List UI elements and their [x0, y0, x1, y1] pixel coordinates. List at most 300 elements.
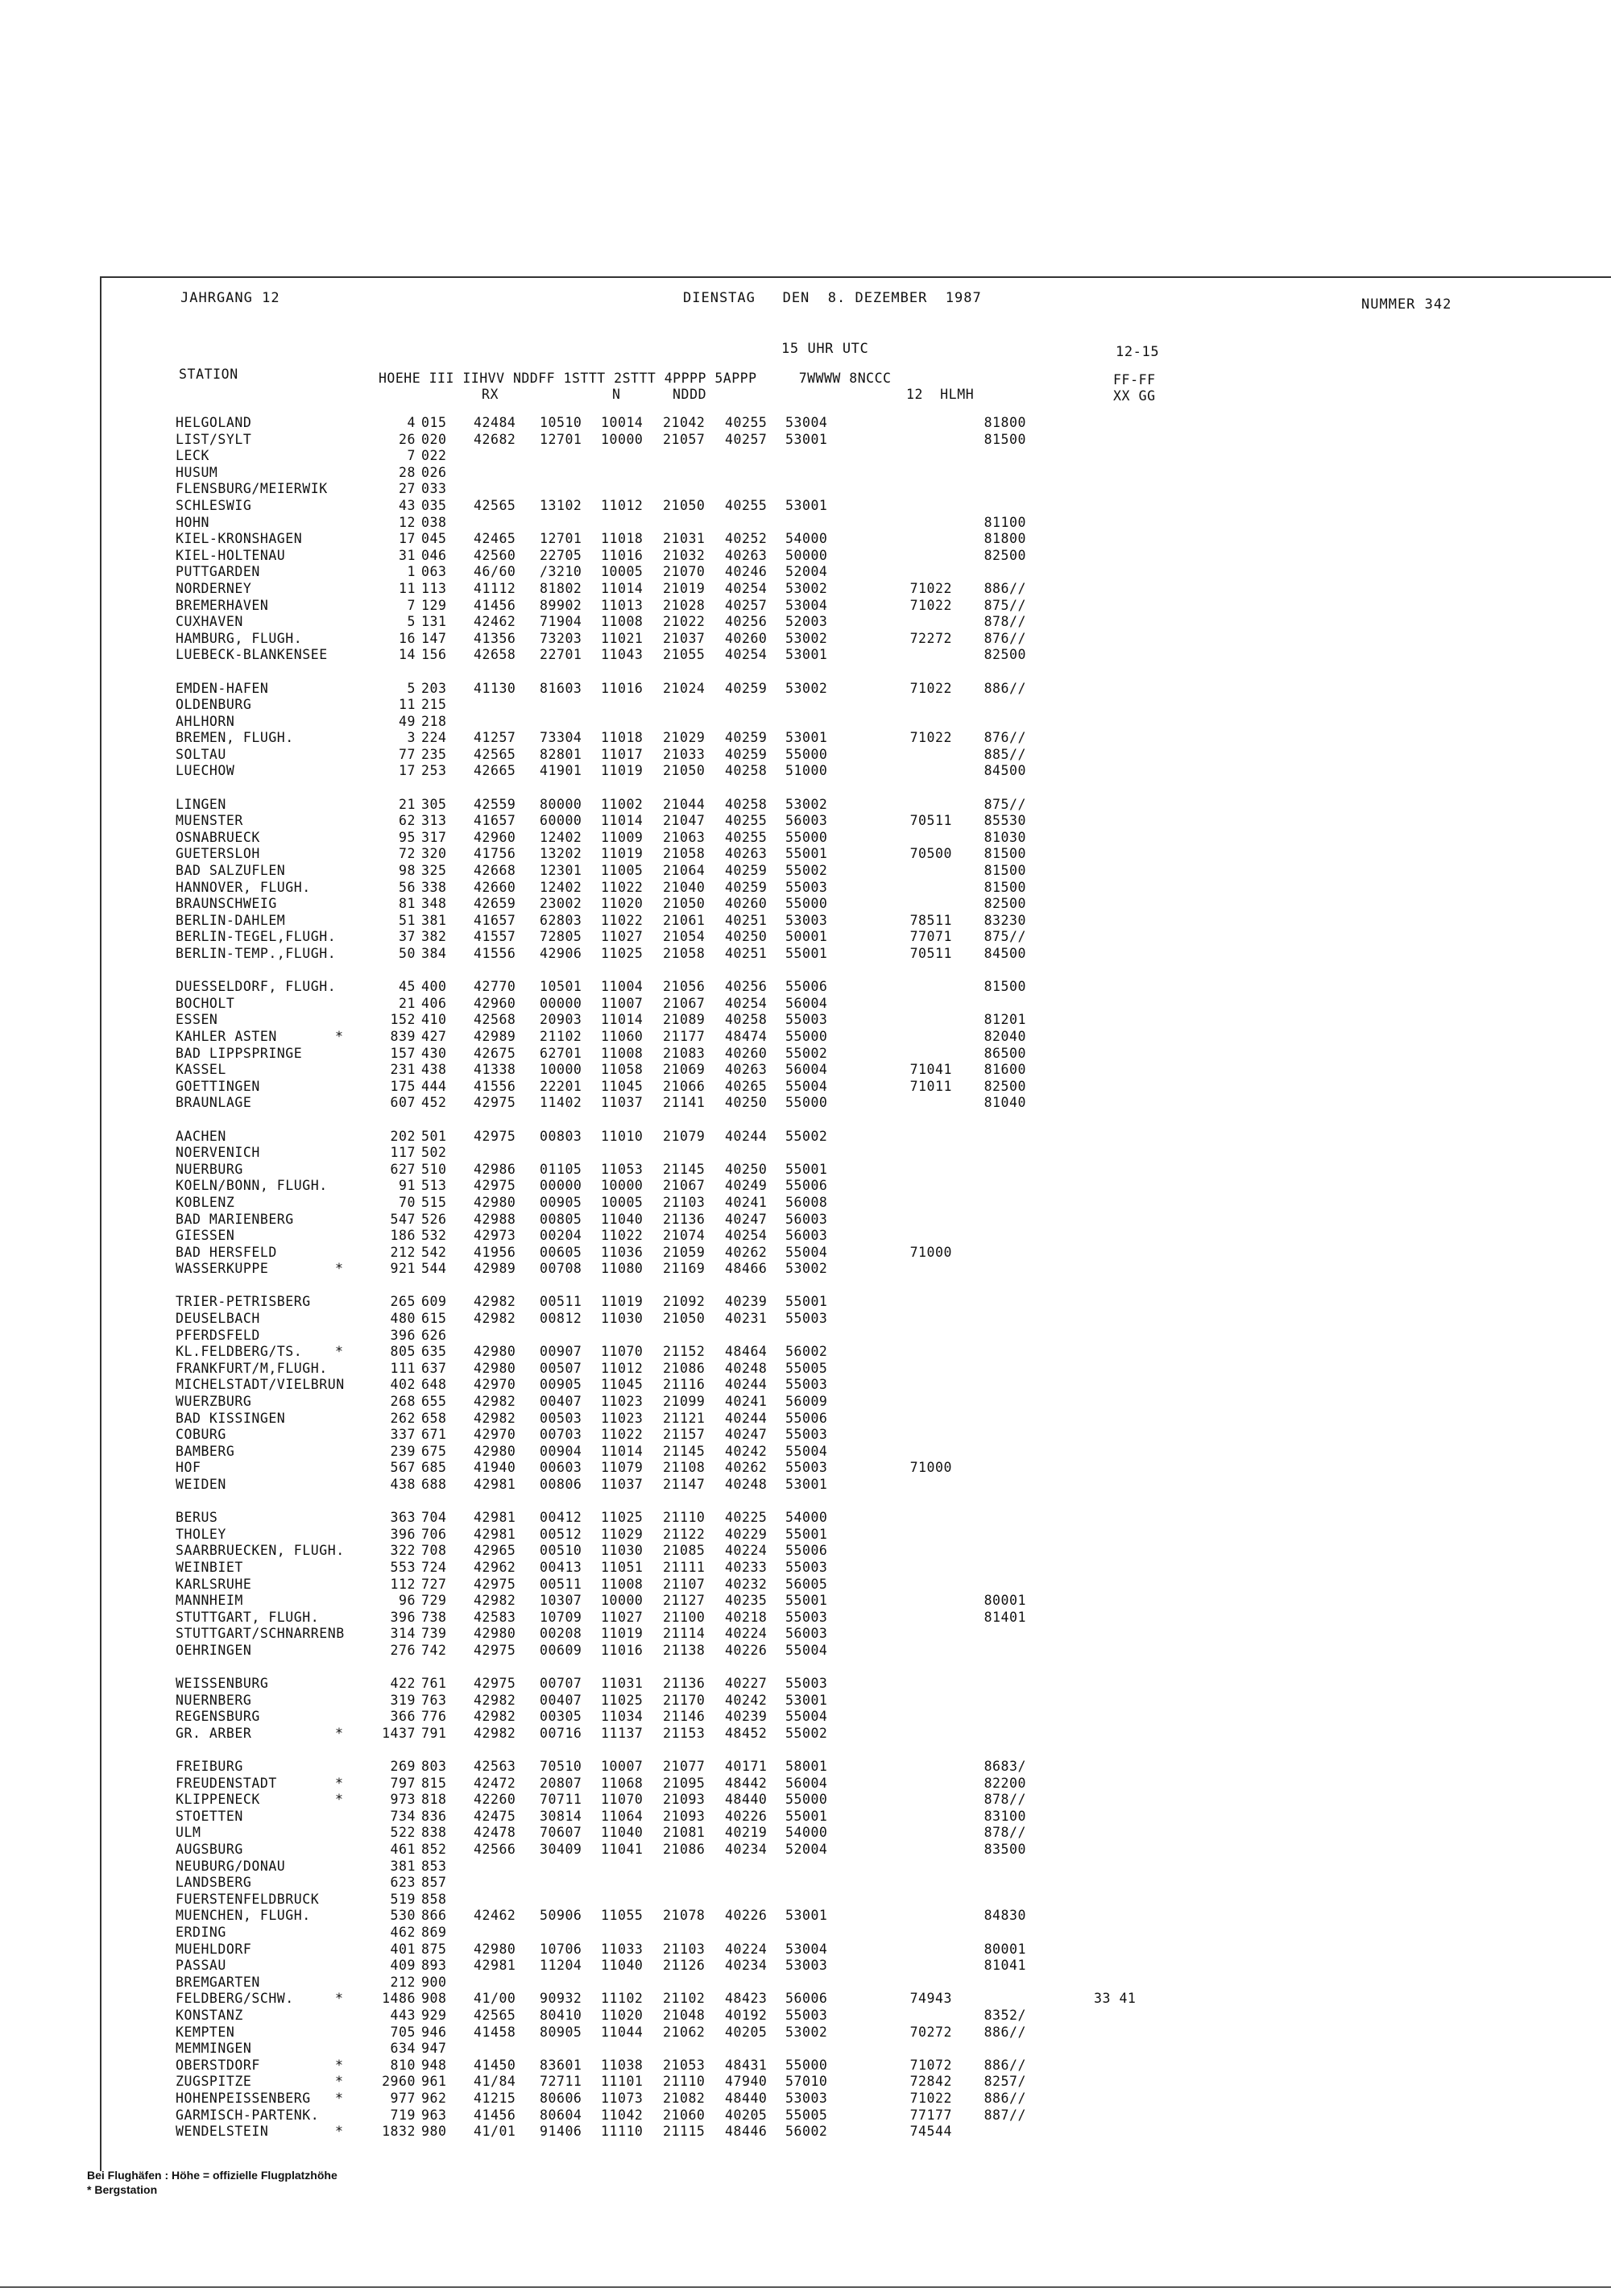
cell-c5: 40265: [725, 1078, 768, 1094]
cell-c5: 48440: [725, 2090, 768, 2106]
station-name: GOETTINGEN: [176, 1078, 260, 1094]
cell-c3: 11020: [601, 2008, 644, 2023]
cell-iii: 510: [421, 1161, 447, 1177]
station-name: COBURG: [176, 1427, 226, 1443]
cell-iii: 961: [421, 2074, 447, 2090]
cell-c2: 80606: [540, 2090, 582, 2106]
cell-c5: 40254: [725, 580, 768, 596]
cell-c8: 82500: [984, 896, 1026, 912]
cell-c5: 40244: [725, 1377, 768, 1393]
cell-c8: 86500: [984, 1045, 1026, 1061]
cell-c4: 21100: [663, 1609, 706, 1625]
cell-c6: 50000: [785, 547, 828, 563]
cell-c1: 41556: [474, 946, 516, 961]
cell-c4: 21060: [663, 2107, 706, 2123]
cell-c1: 42980: [474, 1443, 516, 1459]
cell-c1: 41657: [474, 813, 516, 829]
cell-c3: 11058: [601, 1062, 644, 1078]
cell-c2: 71904: [540, 614, 582, 630]
issue-number: NUMMER 342: [1361, 296, 1452, 313]
cell-c6: 53003: [785, 912, 828, 928]
cell-iii: 224: [421, 730, 447, 746]
cell-c1: 41756: [474, 846, 516, 862]
cell-c4: 21157: [663, 1427, 706, 1443]
cell-c3: 10000: [601, 1593, 644, 1609]
cell-c4: 21070: [663, 564, 706, 580]
cell-c3: 11020: [601, 896, 644, 912]
cell-c2: 22701: [540, 647, 582, 663]
cell-c6: 55002: [785, 1128, 828, 1144]
cell-c4: 21136: [663, 1676, 706, 1692]
cell-c5: 40250: [725, 1161, 768, 1177]
cell-hoehe: 21: [399, 796, 416, 812]
cell-c7: 77071: [909, 929, 952, 945]
cell-hoehe: 21: [399, 995, 416, 1011]
cell-c4: 21083: [663, 1045, 706, 1061]
cell-c4: 21170: [663, 1692, 706, 1708]
cell-c8: 81201: [984, 1012, 1026, 1028]
cell-c5: 40259: [725, 863, 768, 879]
cell-hoehe: 51: [399, 912, 416, 928]
cell-c3: 11016: [601, 680, 644, 696]
cell-c6: 53002: [785, 680, 828, 696]
cell-c4: 21146: [663, 1709, 706, 1725]
station-name: GUETERSLOH: [176, 846, 260, 862]
cell-c1: 42565: [474, 746, 516, 762]
cell-iii: 893: [421, 1958, 447, 1974]
cell-hoehe: 81: [399, 896, 416, 912]
cell-hoehe: 17: [399, 531, 416, 547]
cell-c8: 886//: [984, 580, 1026, 596]
cell-c8: 82500: [984, 1078, 1026, 1094]
cell-c1: 41456: [474, 2107, 516, 2123]
cell-c6: 52003: [785, 614, 828, 630]
cell-c5: 40259: [725, 879, 768, 895]
station-name: WEIDEN: [176, 1477, 226, 1492]
cell-c3: 11014: [601, 580, 644, 596]
cell-c5: 40263: [725, 846, 768, 862]
cell-iii: 063: [421, 564, 447, 580]
cell-hoehe: 322: [390, 1543, 416, 1559]
cell-c2: 80905: [540, 2024, 582, 2040]
cell-iii: 348: [421, 896, 447, 912]
station-name: BRAUNSCHWEIG: [176, 896, 277, 912]
cell-c6: 53001: [785, 431, 828, 447]
cell-c1: 42660: [474, 879, 516, 895]
station-name: HUSUM: [176, 464, 218, 480]
cell-c2: 00407: [540, 1692, 582, 1708]
cell-hoehe: 319: [390, 1692, 416, 1708]
cell-c4: 21138: [663, 1642, 706, 1658]
cell-hoehe: 152: [390, 1012, 416, 1028]
station-name: BERLIN-DAHLEM: [176, 912, 286, 928]
cell-c3: 11101: [601, 2074, 644, 2090]
cell-c2: 82801: [540, 746, 582, 762]
cell-c7: 72272: [909, 630, 952, 646]
cell-hoehe: 202: [390, 1128, 416, 1144]
cell-c6: 56003: [785, 813, 828, 829]
cell-hoehe: 1486: [382, 1991, 416, 2007]
cell-c6: 50001: [785, 929, 828, 945]
cell-c1: 41557: [474, 929, 516, 945]
cell-hoehe: 462: [390, 1925, 416, 1941]
station-name: BERLIN-TEGEL,FLUGH.: [176, 929, 337, 945]
cell-c3: 11070: [601, 1344, 644, 1360]
cell-c4: 21032: [663, 547, 706, 563]
cell-c2: 73304: [540, 730, 582, 746]
cell-hoehe: 810: [390, 2057, 416, 2073]
cell-hoehe: 70: [399, 1194, 416, 1210]
cell-c3: 11037: [601, 1095, 644, 1111]
cell-c8: 83230: [984, 912, 1026, 928]
cell-c4: 21092: [663, 1294, 706, 1310]
cell-c5: 48423: [725, 1991, 768, 2007]
cell-c5: 40241: [725, 1194, 768, 1210]
cell-c4: 21069: [663, 1062, 706, 1078]
cell-c5: 48474: [725, 1028, 768, 1044]
station-name: MUEHLDORF: [176, 1941, 252, 1957]
cell-iii: 648: [421, 1377, 447, 1393]
cell-c3: 11036: [601, 1244, 644, 1260]
cell-hoehe: 265: [390, 1294, 416, 1310]
cell-c6: 55000: [785, 1792, 828, 1808]
cell-c3: 11022: [601, 1427, 644, 1443]
cell-c3: 11007: [601, 995, 644, 1011]
cell-c2: 62701: [540, 1045, 582, 1061]
cell-c4: 21141: [663, 1095, 706, 1111]
cell-c6: 55001: [785, 1526, 828, 1542]
cell-c1: 42982: [474, 1709, 516, 1725]
cell-c2: 00806: [540, 1477, 582, 1492]
cell-c5: 40263: [725, 1062, 768, 1078]
cell-c6: 53001: [785, 1477, 828, 1492]
station-name: FLENSBURG/MEIERWIK: [176, 481, 328, 497]
cell-c2: 83601: [540, 2057, 582, 2073]
cell-c7: 71011: [909, 1078, 952, 1094]
cell-c6: 53004: [785, 597, 828, 613]
cell-hoehe: 11: [399, 580, 416, 596]
cell-c3: 11008: [601, 1576, 644, 1592]
cell-c8: 875//: [984, 796, 1026, 812]
station-name: MANNHEIM: [176, 1593, 243, 1609]
cell-c1: 42475: [474, 1808, 516, 1824]
cell-c4: 21085: [663, 1543, 706, 1559]
cell-c1: 42975: [474, 1178, 516, 1194]
cell-c4: 21028: [663, 597, 706, 613]
station-name: THOLEY: [176, 1526, 226, 1542]
cell-iii: 501: [421, 1128, 447, 1144]
cell-c1: 42960: [474, 995, 516, 1011]
cell-c2: 70711: [540, 1792, 582, 1808]
cell-iii: 815: [421, 1775, 447, 1791]
cell-c5: 48440: [725, 1792, 768, 1808]
cell-iii: 980: [421, 2124, 447, 2140]
cell-c3: 11034: [601, 1709, 644, 1725]
cell-c6: 53003: [785, 1958, 828, 1974]
cell-iii: 452: [421, 1095, 447, 1111]
cell-hoehe: 28: [399, 464, 416, 480]
cell-hoehe: 797: [390, 1775, 416, 1791]
cell-hoehe: 11: [399, 697, 416, 713]
cell-c6: 56002: [785, 1344, 828, 1360]
cell-iii: 526: [421, 1211, 447, 1227]
cell-c3: 11027: [601, 1609, 644, 1625]
cell-c8: 81041: [984, 1958, 1026, 1974]
station-name: OEHRINGEN: [176, 1642, 252, 1658]
cell-iii: 513: [421, 1178, 447, 1194]
cell-c1: 42975: [474, 1642, 516, 1658]
cell-c5: 48466: [725, 1261, 768, 1277]
cell-hoehe: 623: [390, 1875, 416, 1891]
cell-c2: 00605: [540, 1244, 582, 1260]
report-date: DIENSTAG DEN 8. DEZEMBER 1987: [683, 290, 982, 306]
cell-c1: 42980: [474, 1194, 516, 1210]
cell-c6: 52004: [785, 564, 828, 580]
cell-hoehe: 27: [399, 481, 416, 497]
station-name: OSNABRUECK: [176, 829, 260, 845]
cell-iii: 313: [421, 813, 447, 829]
cell-c6: 53004: [785, 1941, 828, 1957]
cell-c1: 42975: [474, 1095, 516, 1111]
station-name: GIESSEN: [176, 1228, 235, 1244]
station-name: WENDELSTEIN: [176, 2124, 269, 2140]
station-name: REGENSBURG: [176, 1709, 260, 1725]
cell-c1: 42980: [474, 1344, 516, 1360]
cell-c7: 71022: [909, 597, 952, 613]
cell-c6: 55004: [785, 1709, 828, 1725]
cell-c3: 11033: [601, 1941, 644, 1957]
cell-c4: 21110: [663, 2074, 706, 2090]
cell-c2: 60000: [540, 813, 582, 829]
cell-c4: 21037: [663, 630, 706, 646]
cell-c2: 00305: [540, 1709, 582, 1725]
cell-c8: 80001: [984, 1941, 1026, 1957]
cell-c3: 11053: [601, 1161, 644, 1177]
cell-c5: 40262: [725, 1460, 768, 1476]
cell-c6: 55000: [785, 2057, 828, 2073]
cell-iii: 113: [421, 580, 447, 596]
cell-star: *: [335, 1792, 344, 1808]
cell-c4: 21169: [663, 1261, 706, 1277]
cell-c2: 81802: [540, 580, 582, 596]
cell-c3: 11030: [601, 1311, 644, 1327]
cell-c5: 40239: [725, 1294, 768, 1310]
station-name: HANNOVER, FLUGH.: [176, 879, 311, 895]
cell-hoehe: 95: [399, 829, 416, 845]
station-name: BERLIN-TEMP.,FLUGH.: [176, 946, 337, 961]
cell-c5: 40256: [725, 979, 768, 995]
cell-c8: 84500: [984, 946, 1026, 961]
cell-iii: 729: [421, 1593, 447, 1609]
cell-c1: 41356: [474, 630, 516, 646]
cell-iii: 381: [421, 912, 447, 928]
cell-c5: 40260: [725, 630, 768, 646]
cell-c8: 81500: [984, 431, 1026, 447]
cell-iii: 962: [421, 2090, 447, 2106]
cell-iii: 156: [421, 647, 447, 663]
cell-c4: 21061: [663, 912, 706, 928]
cell-iii: 438: [421, 1062, 447, 1078]
cell-c4: 21093: [663, 1808, 706, 1824]
cell-iii: 637: [421, 1360, 447, 1376]
cell-c3: 11080: [601, 1261, 644, 1277]
cell-hoehe: 337: [390, 1427, 416, 1443]
station-name: STUTTGART, FLUGH.: [176, 1609, 320, 1625]
cell-c5: 40229: [725, 1526, 768, 1542]
cell-c2: 00707: [540, 1676, 582, 1692]
cell-c2: 72805: [540, 929, 582, 945]
cell-c3: 11044: [601, 2024, 644, 2040]
cell-hoehe: 396: [390, 1609, 416, 1625]
cell-iii: 427: [421, 1028, 447, 1044]
station-name: BAD HERSFELD: [176, 1244, 277, 1260]
cell-c4: 21040: [663, 879, 706, 895]
cell-c5: 40247: [725, 1427, 768, 1443]
cell-c4: 21153: [663, 1725, 706, 1741]
cell-c2: 00512: [540, 1526, 582, 1542]
cell-c4: 21126: [663, 1958, 706, 1974]
period-label: 12-15: [1116, 344, 1160, 360]
cell-hoehe: 396: [390, 1526, 416, 1542]
cell-c6: 55002: [785, 863, 828, 879]
cell-iii: 325: [421, 863, 447, 879]
station-name: KL.FELDBERG/TS.: [176, 1344, 303, 1360]
station-name: BOCHOLT: [176, 995, 235, 1011]
cell-iii: 015: [421, 415, 447, 430]
cell-c1: 42568: [474, 1012, 516, 1028]
cell-c8: 81100: [984, 514, 1026, 530]
station-name: KASSEL: [176, 1062, 226, 1078]
cell-c4: 21081: [663, 1825, 706, 1841]
station-name: AACHEN: [176, 1128, 226, 1144]
cell-c2: 42906: [540, 946, 582, 961]
cell-c4: 21064: [663, 863, 706, 879]
cell-c6: 56003: [785, 1228, 828, 1244]
cell-c2: 12402: [540, 879, 582, 895]
cell-iii: 320: [421, 846, 447, 862]
cell-hoehe: 31: [399, 547, 416, 563]
cell-c6: 53002: [785, 2024, 828, 2040]
cell-iii: 685: [421, 1460, 447, 1476]
cell-c1: 42982: [474, 1394, 516, 1410]
cell-c2: 41901: [540, 763, 582, 779]
cell-c5: 40224: [725, 1626, 768, 1642]
cell-c6: 55004: [785, 1078, 828, 1094]
cell-hoehe: 26: [399, 431, 416, 447]
cell-c5: 40205: [725, 2024, 768, 2040]
cell-c5: 40227: [725, 1676, 768, 1692]
cell-c8: 8352/: [984, 2008, 1026, 2023]
cell-c2: 13102: [540, 497, 582, 513]
cell-c6: 53003: [785, 2090, 828, 2106]
cell-c3: 11012: [601, 1360, 644, 1376]
cell-c1: 42462: [474, 614, 516, 630]
cell-iii: 022: [421, 448, 447, 464]
station-name: CUXHAVEN: [176, 614, 243, 630]
cell-c4: 21050: [663, 1311, 706, 1327]
cell-iii: 038: [421, 514, 447, 530]
cell-c1: 42682: [474, 431, 516, 447]
station-name: HAMBURG, FLUGH.: [176, 630, 303, 646]
cell-c3: 11068: [601, 1775, 644, 1791]
cell-c5: 40255: [725, 829, 768, 845]
cell-c2: 00511: [540, 1294, 582, 1310]
cell-c4: 21110: [663, 1510, 706, 1526]
cell-c3: 11079: [601, 1460, 644, 1476]
cell-hoehe: 921: [390, 1261, 416, 1277]
cell-c1: 42478: [474, 1825, 516, 1841]
cell-iii: 948: [421, 2057, 447, 2073]
cell-c6: 55006: [785, 1410, 828, 1426]
cell-c8: 81500: [984, 979, 1026, 995]
cell-iii: 818: [421, 1792, 447, 1808]
cell-iii: 635: [421, 1344, 447, 1360]
cell-c2: 13202: [540, 846, 582, 862]
cell-c5: 40239: [725, 1709, 768, 1725]
cell-c1: 42981: [474, 1958, 516, 1974]
cell-star: *: [335, 2124, 344, 2140]
cell-c2: 81603: [540, 680, 582, 696]
cell-iii: 045: [421, 531, 447, 547]
cell-c7: 71022: [909, 730, 952, 746]
cell-c4: 21103: [663, 1941, 706, 1957]
cell-c6: 51000: [785, 763, 828, 779]
cell-c5: 40242: [725, 1443, 768, 1459]
cell-c4: 21050: [663, 763, 706, 779]
cell-c6: 54000: [785, 1825, 828, 1841]
cell-c1: 42975: [474, 1676, 516, 1692]
cell-c8: 81401: [984, 1609, 1026, 1625]
cell-iii: 875: [421, 1941, 447, 1957]
cell-c1: 41940: [474, 1460, 516, 1476]
cell-c2: 00907: [540, 1344, 582, 1360]
cell-iii: 946: [421, 2024, 447, 2040]
cell-c4: 21050: [663, 497, 706, 513]
cell-c1: 41112: [474, 580, 516, 596]
cell-c5: 40226: [725, 1908, 768, 1924]
cell-hoehe: 402: [390, 1377, 416, 1393]
station-name: MICHELSTADT/VIELBRUN: [176, 1377, 345, 1393]
station-name: KOELN/BONN, FLUGH.: [176, 1178, 328, 1194]
cell-c2: 00204: [540, 1228, 582, 1244]
station-name: MUENCHEN, FLUGH.: [176, 1908, 311, 1924]
cell-c3: 10005: [601, 564, 644, 580]
cell-c4: 21127: [663, 1593, 706, 1609]
cell-hoehe: 5: [407, 614, 416, 630]
cell-c6: 52004: [785, 1842, 828, 1858]
cell-c2: 00208: [540, 1626, 582, 1642]
cell-c8: 885//: [984, 746, 1026, 762]
cell-c1: 42970: [474, 1377, 516, 1393]
cell-c3: 11002: [601, 796, 644, 812]
cell-c4: 21116: [663, 1377, 706, 1393]
cell-c2: 11204: [540, 1958, 582, 1974]
cell-iii: 026: [421, 464, 447, 480]
cell-hoehe: 268: [390, 1394, 416, 1410]
cell-iii: 253: [421, 763, 447, 779]
cell-iii: 675: [421, 1443, 447, 1459]
cell-c3: 11042: [601, 2107, 644, 2123]
cell-c1: 42981: [474, 1510, 516, 1526]
cell-iii: 235: [421, 746, 447, 762]
cell-c1: 42982: [474, 1725, 516, 1741]
cell-hoehe: 43: [399, 497, 416, 513]
cell-c8: 83100: [984, 1808, 1026, 1824]
cell-hoehe: 1832: [382, 2124, 416, 2140]
cell-c7: 70511: [909, 813, 952, 829]
station-name: SCHLESWIG: [176, 497, 252, 513]
cell-c4: 21095: [663, 1775, 706, 1791]
